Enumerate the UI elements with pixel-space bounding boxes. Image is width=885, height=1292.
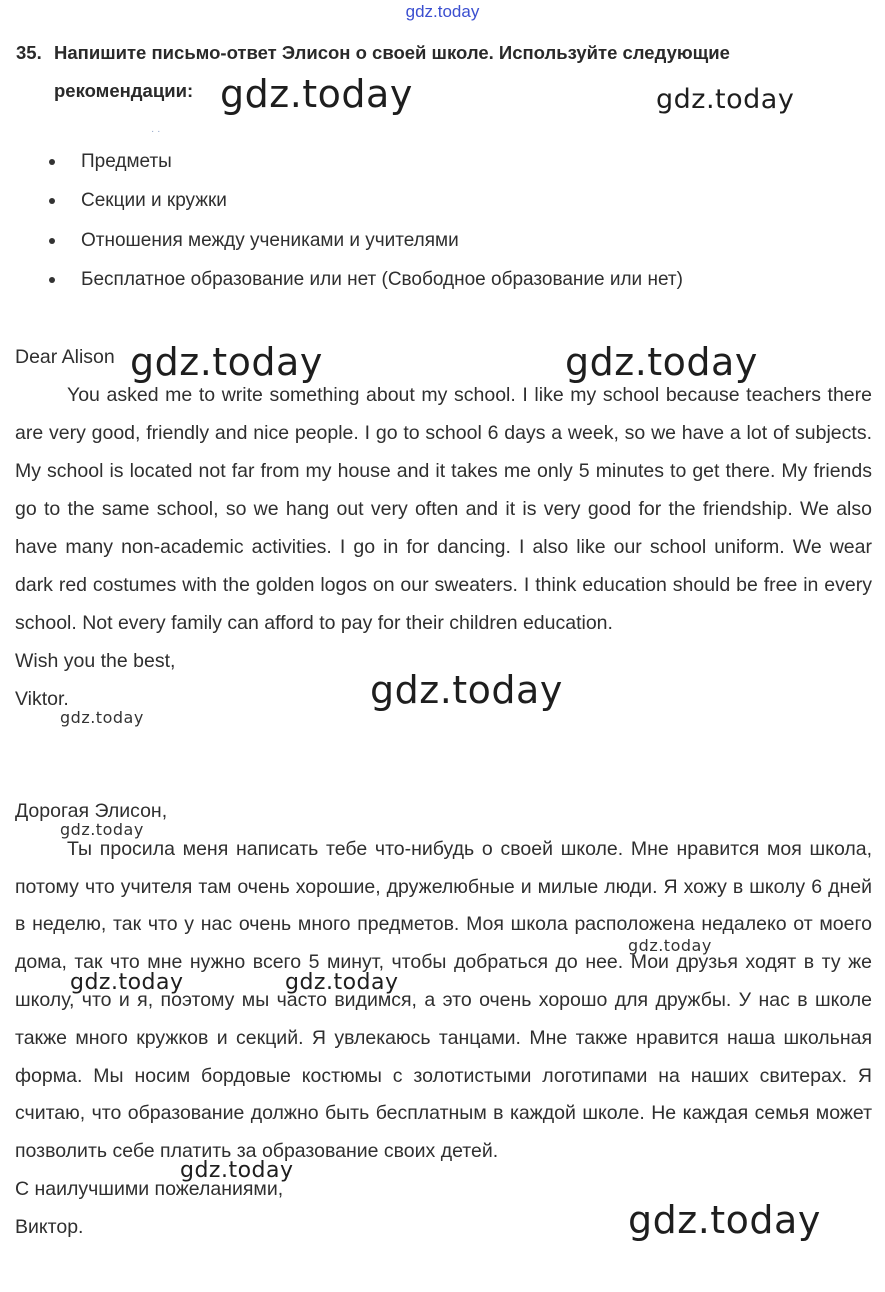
task-text-line2: рекомендации: bbox=[54, 80, 194, 101]
watermark: gdz.today bbox=[130, 340, 323, 384]
list-item: Отношения между учениками и учителями bbox=[0, 221, 683, 260]
task-text-line1: Напишите письмо-ответ Элисон о своей школе. Используйте следующие bbox=[54, 42, 730, 63]
task-number: 35. bbox=[16, 42, 42, 63]
letter-closing: С наилучшими пожеланиями, bbox=[15, 1177, 284, 1200]
recommendations-list bbox=[0, 142, 683, 299]
letter-russian bbox=[15, 793, 872, 1247]
letter-signature: Виктор. bbox=[15, 1215, 84, 1238]
watermark: gdz.today bbox=[628, 1198, 821, 1242]
watermark: gdz.today bbox=[370, 668, 563, 712]
bullet-icon bbox=[49, 277, 55, 283]
letter-body: You asked me to write something about my school. I like my school because teachers there are very good, friendly and nice people. I go to school 6 days a week, so we have a lot of subjects. My school is located not far from my house and it takes me only 5 minutes to get there. My friends go to the same school, so we hang out very often and it is very good for the friendship. We also have many non-academic activities. I go in for dancing. I also like our school uniform. We wear dark red costumes with the golden logos on our sweaters. I think education should be free in every school. Not every family can afford to pay for their children education. bbox=[15, 384, 872, 634]
list-item: Предметы bbox=[0, 142, 683, 181]
watermark: gdz.today bbox=[285, 970, 399, 995]
letter-greeting: Dear Alison bbox=[15, 346, 115, 368]
list-item: Бесплатное образование или нет (Свободное образование или нет) bbox=[0, 260, 683, 299]
bullet-icon bbox=[49, 159, 55, 165]
watermark: gdz.today bbox=[565, 340, 758, 384]
watermark: gdz.today bbox=[60, 708, 144, 727]
letter-body: Ты просила меня написать тебе что-нибудь о своей школе. Мне нравится моя школа, потому что учителя там очень хорошие, дружелюбные и милые люди. Я хожу в школу 6 дней в неделю, так что у нас очень много предметов. Моя школа расположена недалеко от моего дома, так что мне нужно всего 5 минут, чтобы добраться до нее. Мои друзья ходят в ту же школу, что и я, поэтому мы часто видимся, а это очень хорошо для дружбы. У нас в школе также много кружков и секций. Я увлекаюсь танцами. Мне также нравится наша школьная форма. Мы носим бордовые костюмы с золотистыми логотипами на наших свитерах. Я считаю, что образование должно быть бесплатным в каждой школе. Не каждая семья может позволить себе платить за образование своих детей. bbox=[15, 837, 872, 1163]
letter-closing: Wish you the best, bbox=[15, 650, 176, 672]
scan-specks: · · bbox=[151, 126, 161, 137]
bullet-icon bbox=[49, 198, 55, 204]
watermark-top: gdz.today bbox=[405, 2, 480, 21]
letter-english bbox=[15, 338, 872, 718]
letter-greeting: Дорогая Элисон, bbox=[15, 800, 168, 822]
task-heading bbox=[16, 34, 874, 110]
watermark: gdz.today bbox=[220, 72, 413, 116]
watermark: gdz.today bbox=[180, 1158, 294, 1183]
list-item: Секции и кружки bbox=[0, 181, 683, 220]
watermark: gdz.today bbox=[70, 970, 184, 995]
letter-signature: Viktor. bbox=[15, 688, 69, 710]
watermark: gdz.today bbox=[656, 84, 795, 115]
watermark: gdz.today bbox=[628, 936, 712, 955]
bullet-icon bbox=[49, 238, 55, 244]
watermark: gdz.today bbox=[60, 820, 144, 839]
